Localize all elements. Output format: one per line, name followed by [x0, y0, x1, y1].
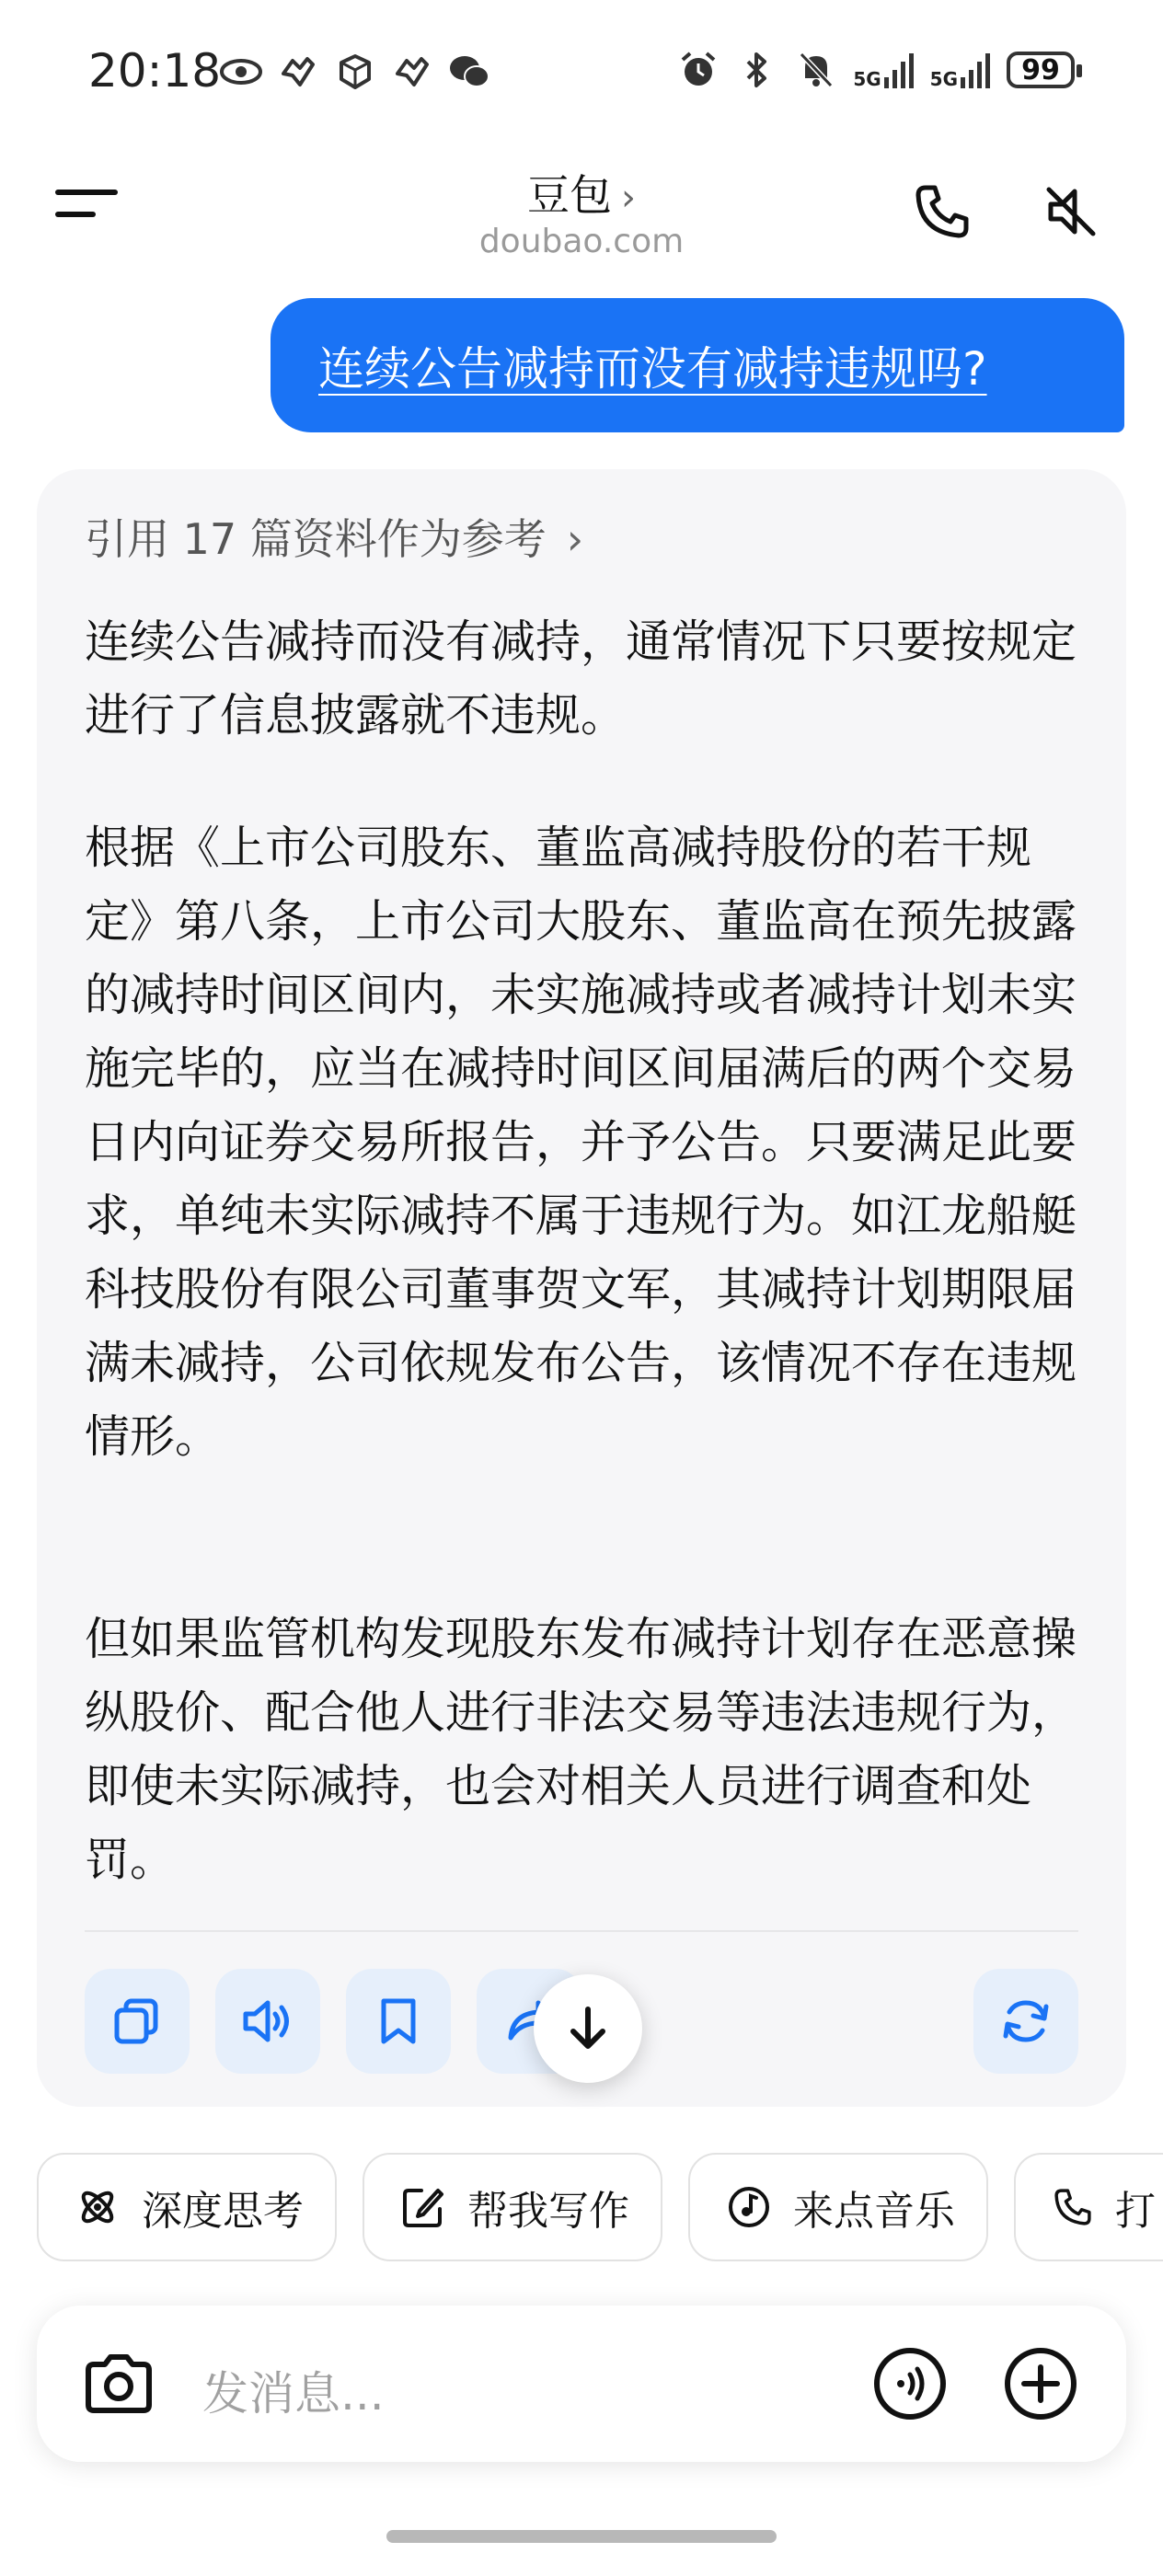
atom-icon [75, 2185, 120, 2229]
page-subtitle: doubao.com [478, 223, 685, 260]
copy-button[interactable] [85, 1969, 190, 2074]
call-button[interactable] [905, 175, 979, 248]
app-icon [276, 50, 320, 94]
message-input[interactable]: 发消息... [202, 2367, 385, 2421]
shield-icon [333, 50, 377, 94]
camera-icon [83, 2353, 155, 2414]
user-message-text: 连续公告减持而没有减持违规吗? [318, 342, 987, 396]
status-icons-left [219, 50, 491, 94]
home-indicator[interactable] [386, 2530, 777, 2543]
plus-circle-icon [1004, 2347, 1077, 2421]
mute-button[interactable] [1034, 175, 1108, 248]
regenerate-button[interactable] [973, 1969, 1078, 2074]
camera-button[interactable] [81, 2346, 156, 2421]
answer-paragraph: 连续公告减持而没有减持，通常情况下只要按规定进行了信息披露就不违规。 [85, 615, 1077, 742]
page-title[interactable] [0, 162, 1163, 223]
battery-indicator: 99 [1007, 52, 1075, 88]
chip-music[interactable] [688, 2153, 988, 2261]
chip-deep-thinking[interactable] [37, 2153, 337, 2261]
signal-label: 5G [853, 68, 881, 90]
eye-icon [219, 50, 263, 94]
phone-icon [1053, 2187, 1093, 2227]
bluetooth-icon [735, 48, 779, 92]
phone-icon [913, 182, 972, 241]
voice-wave-icon [873, 2347, 947, 2421]
answer-paragraph: 根据《上市公司股东、董监高减持股份的若干规定》第八条，上市公司大股东、董监高在预先披露的减持时间区间内，未实施减持或者减持计划未实施完毕的，应当在减持时间区间届满后的两个交易日内向证券交易所报告，并予公告。只要满足此要求，单纯未实际减持不属于违规行为。如江龙船艇科技股份有限公司董事贺文军，其减持计划期限届满未减持，公司依规发布公告，该情况不存在违规情形。 [85, 822, 1077, 1463]
status-time: 20:18 [88, 44, 222, 98]
scroll-down-button[interactable] [534, 1974, 642, 2083]
message-input-bar [37, 2306, 1126, 2462]
arrow-down-icon [568, 2006, 608, 2052]
signal-5g-1 [853, 52, 915, 88]
read-aloud-button[interactable] [215, 1969, 320, 2074]
signal-label: 5G [929, 68, 958, 90]
add-button[interactable] [1003, 2346, 1078, 2421]
bookmark-icon [376, 1995, 420, 2047]
wechat-icon [447, 50, 491, 94]
answer-card [37, 469, 1126, 2107]
bot-name: 豆包 [527, 170, 612, 220]
copy-icon [111, 1995, 163, 2047]
speaker-off-icon [1042, 182, 1100, 241]
edit-icon [401, 2185, 445, 2229]
alarm-icon [676, 48, 720, 92]
user-message-bubble[interactable] [271, 298, 1124, 432]
answer-paragraph: 但如果监管机构发现股东发布减持计划存在恶意操纵股价、配合他人进行非法交易等违法违规行为，即使未实际减持，也会对相关人员进行调查和处罚。 [85, 1613, 1077, 1886]
bell-off-icon [794, 48, 838, 92]
status-icons-right [676, 48, 1075, 92]
references-link[interactable] [85, 506, 583, 567]
bookmark-button[interactable] [346, 1969, 451, 2074]
chip-label: 打 [1115, 2188, 1156, 2235]
refresh-icon [998, 1994, 1054, 2049]
voice-button[interactable] [872, 2346, 948, 2421]
app-icon [390, 50, 434, 94]
references-label: 引用 17 篇资料作为参考 [85, 514, 547, 564]
chip-label: 帮我写作 [467, 2188, 629, 2235]
speaker-icon [240, 1995, 295, 2047]
chip-label: 来点音乐 [793, 2188, 955, 2235]
divider [85, 1930, 1078, 1932]
music-icon [727, 2185, 771, 2229]
chevron-right-icon: › [621, 177, 636, 219]
chip-label: 深度思考 [142, 2188, 304, 2235]
signal-5g-2 [930, 52, 992, 88]
chip-help-write[interactable] [363, 2153, 662, 2261]
chevron-right-icon: › [566, 514, 584, 564]
chip-call[interactable] [1014, 2153, 1163, 2261]
